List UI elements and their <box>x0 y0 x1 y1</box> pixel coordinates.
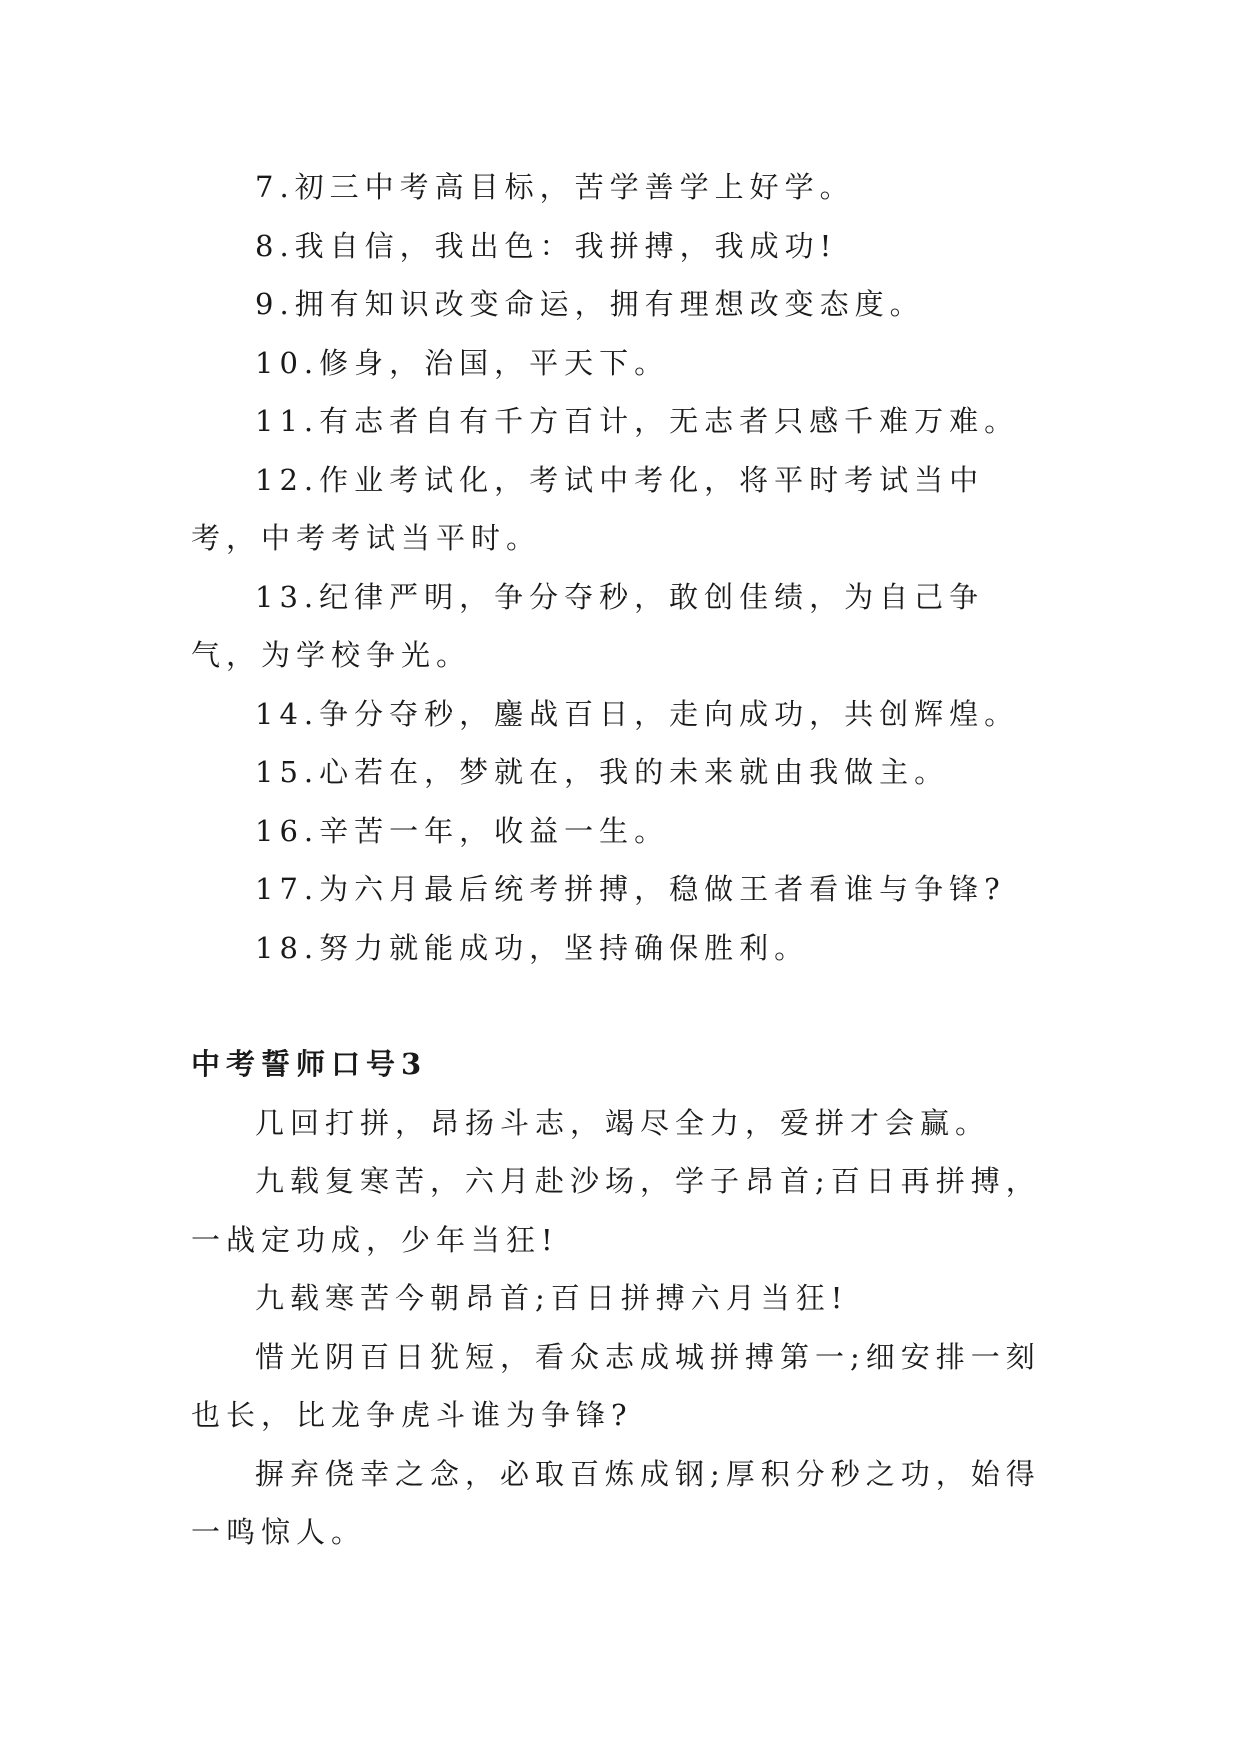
section-paragraph: 惜光阴百日犹短，看众志成城拼搏第一;细安排一刻也长，比龙争虎斗谁为争锋? <box>191 1339 1041 1432</box>
section-paragraph: 摒弃侥幸之念，必取百炼成钢;厚积分秒之功，始得一鸣惊人。 <box>191 1456 1041 1549</box>
list-item: 8.我自信，我出色：我拼搏，我成功! <box>255 228 838 263</box>
list-item: 18.努力就能成功，坚持确保胜利。 <box>255 930 810 965</box>
section-paragraph: 几回打拼，昂扬斗志，竭尽全力，爱拼才会赢。 <box>255 1105 991 1140</box>
list-item: 16.辛苦一年，收益一生。 <box>255 813 670 848</box>
section-paragraph: 九载寒苦今朝昂首;百日拼搏六月当狂! <box>255 1281 849 1315</box>
list-item: 14.争分夺秒，鏖战百日，走向成功，共创辉煌。 <box>255 696 1020 731</box>
section-heading: 中考誓师口号3 <box>191 1047 428 1081</box>
section-paragraph: 九载复寒苦，六月赴沙场，学子昂首;百日再拼搏，一战定功成，少年当狂! <box>191 1164 1041 1257</box>
list-item: 7.初三中考高目标，苦学善学上好学。 <box>255 170 855 204</box>
list-item: 15.心若在，梦就在，我的未来就由我做主。 <box>255 755 950 789</box>
list-item: 12.作业考试化，考试中考化，将平时考试当中考，中考考试当平时。 <box>191 462 985 555</box>
list-item: 13.纪律严明，争分夺秒，敢创佳绩，为自己争气，为学校争光。 <box>191 579 985 672</box>
list-item: 9.拥有知识改变命运，拥有理想改变态度。 <box>255 287 925 321</box>
list-item: 10.修身，治国，平天下。 <box>255 345 670 380</box>
list-item: 11.有志者自有千方百计，无志者只感千难万难。 <box>255 404 1020 438</box>
list-item: 17.为六月最后统考拼搏，稳做王者看谁与争锋? <box>255 872 1006 906</box>
document-body <box>191 158 1051 1562</box>
